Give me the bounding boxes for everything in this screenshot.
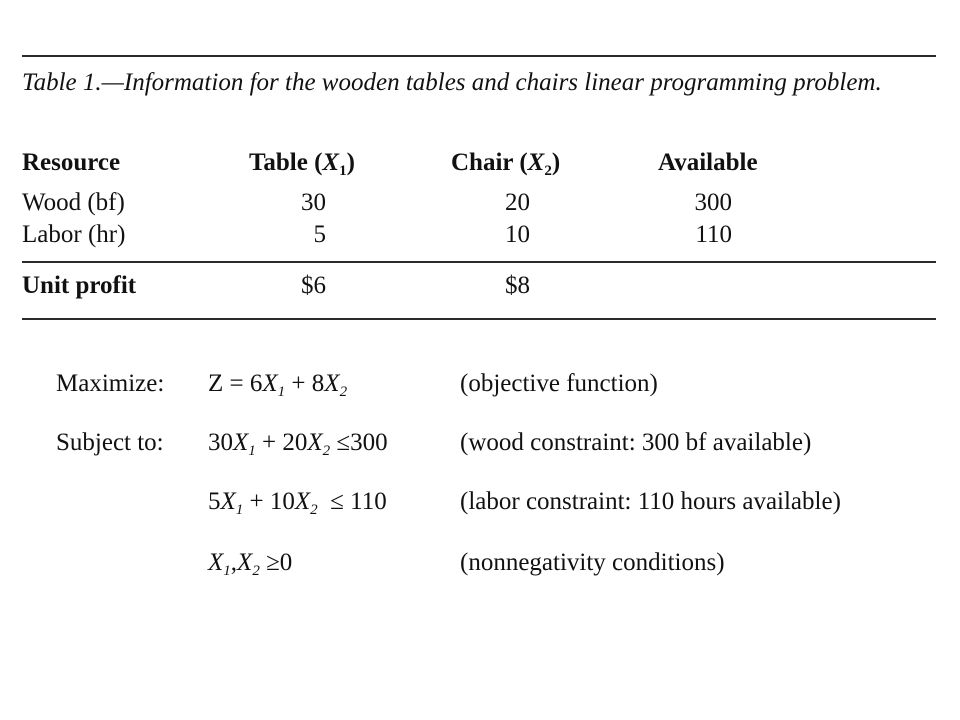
row-labor-resource: Labor (hr) xyxy=(22,221,126,248)
nonneg-var2: X xyxy=(237,549,253,576)
nonneg-sub2: 2 xyxy=(252,563,260,579)
header-resource: Resource xyxy=(22,149,121,176)
labor-constraint-comment: (labor constraint: 110 hours available) xyxy=(460,488,841,515)
wood-sub2: 2 xyxy=(322,443,331,459)
wood-constraint-comment: (wood constraint: 300 bf available) xyxy=(460,429,812,456)
objective-var2: X xyxy=(324,370,340,397)
labor-rhs: 110 xyxy=(350,488,387,515)
labor-sub2: 2 xyxy=(310,502,318,518)
objective-comment: (objective function) xyxy=(460,370,658,397)
wood-c1: 30 xyxy=(208,429,233,456)
top-rule xyxy=(22,55,936,57)
labor-constraint-equation: $5X_1 + 10X_2 \le 110$ xyxy=(208,488,387,518)
objective-z: Z xyxy=(208,370,224,397)
objective-var1: X xyxy=(262,370,278,397)
subject-to-label: Subject to: xyxy=(56,429,164,456)
header-available: Available xyxy=(658,149,758,176)
labor-sub1: 1 xyxy=(235,502,244,518)
labor-var1: X xyxy=(220,488,236,515)
profit-label: Unit profit xyxy=(22,272,137,299)
wood-var2: X xyxy=(307,429,323,456)
header-chair-label: Chair xyxy=(451,149,514,176)
objective-sub1: 1 xyxy=(277,384,286,400)
labor-c2: 10 xyxy=(269,488,295,515)
table-caption: Table 1.—Information for the wooden tables and chairs linear programming problem. xyxy=(22,69,882,96)
labor-relation: ≤ xyxy=(330,488,344,515)
objective-equation: $Z = 6X_1 + 8X_2$ xyxy=(208,370,348,400)
labor-c1: 5 xyxy=(208,488,221,515)
row-wood-resource: Wood (bf) xyxy=(22,189,125,216)
nonnegativity-equation: $X_1,X_2 \ge 0$ xyxy=(208,549,293,579)
wood-rhs: 300 xyxy=(350,429,388,456)
row-wood-chair: 20 xyxy=(505,189,530,216)
wood-sub1: 1 xyxy=(248,443,256,459)
header-chair-var: X xyxy=(527,149,545,176)
header-table: Table $(X_1)$ xyxy=(249,149,355,179)
objective-c1: 6 xyxy=(249,370,263,397)
row-labor-table: 5 xyxy=(313,221,326,248)
header-table-label: Table xyxy=(249,149,308,176)
nonneg-sub1: 1 xyxy=(223,563,231,579)
bottom-rule xyxy=(22,318,936,320)
header-table-var: X xyxy=(322,149,340,176)
row-wood-table: 30 xyxy=(301,189,326,216)
objective-sub2: 2 xyxy=(339,384,348,400)
objective-c2: 8 xyxy=(311,370,325,397)
nonnegativity-comment: (nonnegativity conditions) xyxy=(460,549,725,576)
header-chair-sub: 2 xyxy=(544,163,552,179)
wood-c2: 20 xyxy=(282,429,308,456)
profit-table: $6 xyxy=(301,272,326,299)
nonneg-rhs: 0 xyxy=(279,549,293,576)
nonneg-relation: ≥ xyxy=(266,549,280,576)
wood-relation: ≤ xyxy=(336,429,351,456)
objective-equals: = xyxy=(229,370,244,397)
header-chair: Chair $(X_2)$ xyxy=(451,149,561,179)
wood-var1: X xyxy=(233,429,249,456)
nonneg-var1: X xyxy=(208,549,224,576)
row-labor-chair: 10 xyxy=(505,221,530,248)
middle-rule xyxy=(22,261,936,263)
labor-var2: X xyxy=(294,488,311,515)
header-table-sub: 1 xyxy=(339,163,347,179)
row-labor-available: 110 xyxy=(695,221,732,248)
maximize-label: Maximize: xyxy=(56,370,165,397)
row-wood-available: 300 xyxy=(694,189,732,216)
wood-constraint-equation: $30X_1 + 20X_2 \le 300$ xyxy=(208,429,388,459)
profit-chair: $8 xyxy=(505,272,530,299)
